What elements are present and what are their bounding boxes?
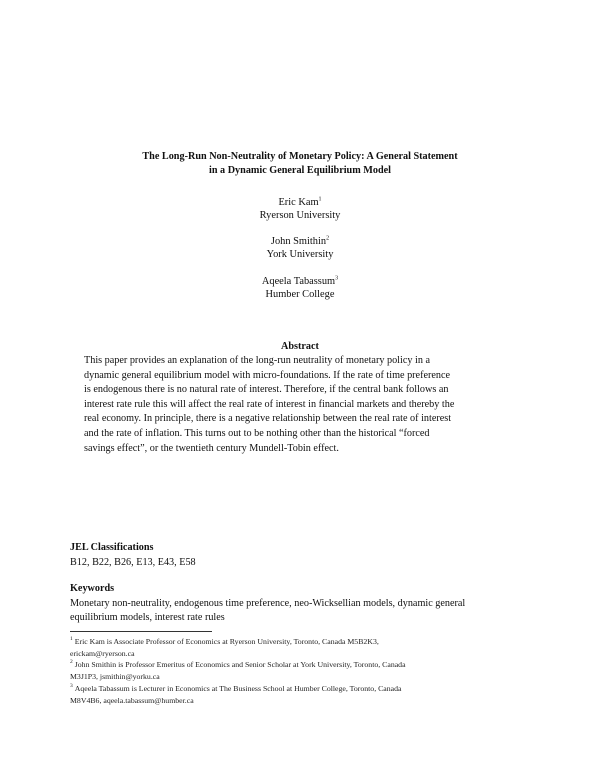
footnote-mark: 1 bbox=[70, 636, 73, 643]
abstract-line: dynamic general equilibrium model with micro-foundations. If the rate of time preference bbox=[84, 369, 451, 381]
author-block-1 bbox=[100, 196, 500, 222]
footnote-divider bbox=[70, 631, 212, 632]
footnote-mark: 1 bbox=[318, 196, 322, 203]
abstract-line: This paper provides an explanation of the long-run neutrality of monetary policy in a bbox=[84, 355, 430, 366]
footnote-3: $^3$ Aqeela Tabassum is Lecturer in Economics at The Business School at Humber College, Toronto, Canada M8V4B6, aqeela.tabassum@humber.ca bbox=[70, 683, 402, 705]
keywords-heading: Keywords bbox=[70, 583, 115, 594]
author-affiliation: Ryerson University bbox=[259, 210, 341, 221]
author-affiliation: Humber College bbox=[265, 289, 335, 300]
jel-heading: JEL Classifications bbox=[70, 542, 154, 553]
footnote-mark: 3 bbox=[335, 275, 339, 282]
abstract-body bbox=[84, 354, 520, 456]
title-line-1: The Long-Run Non-Neutrality of Monetary Policy: A General Statement bbox=[142, 151, 458, 162]
keywords-line: Monetary non-neutrality, endogenous time preference, neo-Wicksellian models, dynamic general bbox=[70, 598, 466, 609]
title-line-2: in a Dynamic General Equilibrium Model bbox=[209, 165, 391, 176]
abstract-heading: Abstract bbox=[281, 341, 319, 352]
author-name: Eric Kam$^1$ bbox=[278, 196, 322, 208]
footnote-1: $^1$ Eric Kam is Associate Professor of Economics at Ryerson University, Toronto, Canada M5B2K3, erickam@ryerson.ca bbox=[70, 636, 379, 658]
abstract-line: and the rate of inflation. This turns out to be nothing other than the historical “forced bbox=[84, 427, 430, 439]
paper-title bbox=[60, 150, 540, 178]
footnote-mark: 2 bbox=[326, 235, 330, 242]
keywords-line: equilibrium models, interest rate rules bbox=[70, 611, 225, 623]
author-affiliation: York University bbox=[266, 249, 334, 260]
abstract-line: real economy. In principle, there is a negative relationship between the real rate of interest bbox=[84, 413, 452, 425]
footnote-2: $^2$ John Smithin is Professor Emeritus of Economics and Senior Scholar at York University, Toronto, Canada M3J1P3, jsmithin@yorku.ca bbox=[70, 659, 406, 681]
author-block-3 bbox=[100, 275, 500, 301]
jel-codes: B12, B22, B26, E13, E43, E58 bbox=[70, 557, 196, 568]
keywords-text bbox=[70, 597, 540, 625]
author-block-2 bbox=[100, 235, 500, 261]
abstract-line: is endogenous there is no natural rate of interest. Therefore, if the central bank follows an bbox=[84, 384, 449, 396]
footnote-mark: 3 bbox=[70, 683, 73, 690]
abstract-line: interest rate rule this will affect the real rate of interest in financial markets and thereby the bbox=[84, 398, 455, 410]
footnote-mark: 2 bbox=[70, 659, 73, 666]
author-name: John Smithin$^2$ bbox=[270, 235, 330, 247]
author-name: Aqeela Tabassum$^3$ bbox=[261, 275, 339, 287]
abstract-line: savings effect”, or the twentieth century Mundell-Tobin effect. bbox=[84, 442, 339, 454]
